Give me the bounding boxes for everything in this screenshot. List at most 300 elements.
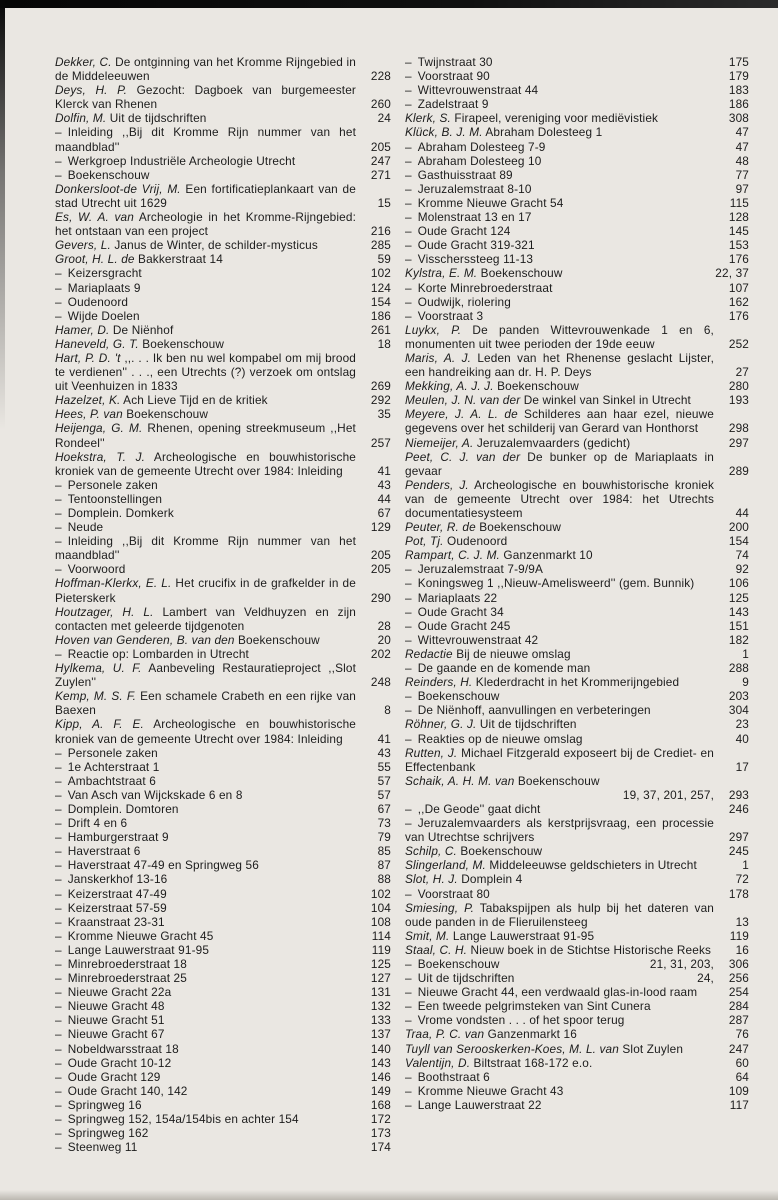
scan-edge-left (0, 0, 5, 430)
entry-text (55, 872, 356, 886)
entry-text (405, 83, 714, 97)
entry-text (405, 943, 714, 957)
entry-title: – Abraham Dolesteeg 10 (405, 153, 542, 168)
entry-text (55, 985, 356, 999)
entry-text (405, 266, 708, 280)
index-entry (405, 746, 749, 774)
entry-page-number: 20 (377, 632, 391, 647)
entry-title: De bunker op de Mariaplaats in gevaar (405, 449, 714, 478)
entry-title: Jeruzalemvaarders (gedicht) (473, 435, 631, 450)
entry-author: Gevers, L. (55, 238, 111, 253)
entry-title: – Personele zaken (55, 477, 158, 492)
entry-page-number: 193 (728, 393, 749, 408)
entry-title: De panden Wittevrouwenkade 1 en 6, monumenten uit twee perioden der 19de eeuw (405, 322, 714, 351)
entry-page-number: 246 (728, 801, 749, 816)
index-entry (55, 534, 391, 562)
index-entry (405, 633, 749, 647)
entry-page-number: 205 (370, 548, 391, 563)
entry-text (405, 717, 714, 731)
entry-page-number: 183 (728, 83, 749, 98)
entry-title: Schilderes aan haar ezel, nieuwe gegevens over het schilderij van Gerard van Honthorst (405, 407, 714, 436)
index-entry (55, 238, 391, 252)
entry-text (55, 760, 356, 774)
entry-title: De ontginning van het Kromme Rijngebied in de Middeleeuwen (55, 55, 356, 84)
entry-title: – Molenstraat 13 en 17 (405, 210, 532, 225)
entry-author: Schilp, C. (405, 844, 457, 859)
index-entry (55, 182, 391, 210)
index-entry (55, 450, 391, 478)
entry-page-number: 97 (735, 181, 749, 196)
entry-page-number: 124 (370, 280, 391, 295)
entry-page-number: 216 (370, 224, 391, 239)
entry-title: – Boekenschouw (405, 957, 500, 971)
entry-title: – De gaande en de komende man (405, 661, 591, 676)
entry-author: Pot, Tj. (405, 534, 444, 549)
entry-page-number: 172 (370, 1112, 391, 1127)
index-entry (405, 111, 749, 125)
index-entry (405, 168, 749, 182)
entry-text (55, 605, 356, 633)
entry-text (405, 210, 714, 224)
entry-text (55, 943, 356, 957)
entry-page-number: 106 (728, 576, 749, 591)
entry-page-number: 22, 37 (715, 266, 749, 281)
index-entry (55, 492, 391, 506)
entry-title: – Domplein. Domkerk (55, 506, 174, 520)
entry-text (405, 971, 714, 985)
entry-title: Leden van het Rhenense geslacht Lijster, een handreiking aan dr. H. P. Deys (405, 350, 715, 380)
index-entry (55, 55, 391, 83)
index-entry (55, 281, 391, 295)
entry-title: – Nobeldwarsstraat 18 (55, 1041, 179, 1056)
entry-title: – Jeruzalemstraat 8-10 (405, 181, 532, 196)
entry-title: Archeologische en bouwhistorische kroniek van de gemeente Utrecht over 1984: Inleiding (55, 717, 357, 746)
entry-page-number: 77 (735, 167, 749, 182)
entry-page-number: 72 (735, 872, 749, 887)
index-entry (405, 1042, 749, 1056)
entry-page-number: 285 (370, 238, 391, 253)
entry-text (405, 436, 714, 450)
index-entry (405, 196, 749, 210)
entry-author: Hoven van Genderen, B. van den (55, 632, 235, 647)
entry-page-number: 57 (377, 787, 391, 802)
index-entry (405, 774, 749, 788)
index-entry (405, 887, 749, 901)
index-entry (55, 125, 391, 153)
entry-title: – De Niënhoff, aanvullingen en verbeteringen (405, 703, 651, 718)
entry-extra-page-refs: 19, 37, 201, 257, (622, 787, 714, 802)
entry-text (55, 182, 356, 210)
entry-title: – Minrebroederstraat 18 (55, 957, 187, 971)
entry-page-number: 297 (728, 830, 749, 845)
index-entry (55, 309, 391, 323)
entry-text (55, 661, 356, 689)
entry-page-number: 18 (377, 336, 391, 351)
index-entry (55, 1126, 391, 1140)
entry-text (405, 1013, 714, 1027)
entry-title: – Janskerkhof 13-16 (55, 872, 168, 887)
entry-title: Archeologische en bouwhistorische kroniek van de gemeente Utrecht over 1984: Inleiding (55, 449, 356, 478)
index-entry (55, 915, 391, 929)
entry-title: Nieuw boek in de Stichtse Historische Reeks (467, 942, 712, 957)
entry-text (55, 1140, 356, 1154)
entry-page-number: 202 (370, 646, 391, 661)
entry-author: Hart, P. D. 't (55, 350, 121, 365)
entry-title: – Voorwoord (55, 562, 126, 577)
entry-page-number: 176 (728, 252, 749, 267)
entry-page-number: 47 (735, 125, 749, 140)
entry-author: Slingerland, M. (405, 858, 486, 873)
index-entry (55, 788, 391, 802)
entry-author: Hoekstra, T. J. (55, 449, 146, 464)
entry-text (55, 210, 356, 238)
entry-page-number: 60 (735, 1055, 749, 1070)
entry-page-number: 168 (370, 1097, 391, 1112)
entry-text (405, 746, 714, 774)
entry-text (405, 788, 714, 802)
entry-title: – Haverstraat 6 (55, 844, 141, 859)
entry-author: Reinders, H. (405, 675, 473, 690)
entry-text (55, 1013, 356, 1027)
entry-text (405, 548, 714, 562)
entry-page-number: 48 (735, 153, 749, 168)
entry-page-number: 162 (728, 294, 749, 309)
entry-text (405, 182, 714, 196)
index-entry (405, 985, 749, 999)
index-entry (55, 844, 391, 858)
entry-author: Röhner, G. J. (405, 717, 477, 732)
entry-page-number: 245 (728, 844, 749, 859)
index-entry (405, 901, 749, 929)
entry-text (405, 605, 714, 619)
entry-page-number: 143 (728, 604, 749, 619)
entry-title: – Uit de tijdschriften (405, 971, 515, 986)
entry-page-number: 154 (370, 294, 391, 309)
entry-title: – Personele zaken (55, 745, 158, 760)
index-entry (405, 844, 749, 858)
entry-page-number: 145 (728, 224, 749, 239)
index-entry (55, 154, 391, 168)
entry-text (405, 619, 714, 633)
entry-page-number: 35 (377, 407, 391, 422)
entry-text (55, 576, 356, 604)
entry-page-number: 290 (370, 590, 391, 605)
entry-author: Kylstra, E. M. (405, 266, 478, 281)
entry-extra-page-refs: 21, 31, 203, (649, 957, 714, 971)
entry-text (405, 774, 714, 788)
entry-text (405, 985, 714, 999)
entry-text (405, 534, 714, 548)
entry-page-number: 186 (728, 97, 749, 112)
entry-page-number: 119 (371, 942, 391, 957)
entry-title: Boekenschouw (514, 773, 600, 788)
entry-title: Een fortificatieplankaart van de stad Utrecht uit 1629 (55, 181, 356, 210)
entry-title: Archeologische en bouwhistorische kroniek van de gemeente Utrecht over 1984: het Utrechts documentatiesysteem (405, 477, 714, 520)
entry-title: Boekenschouw (122, 407, 209, 422)
index-entry (405, 309, 749, 323)
entry-page-number: 125 (370, 957, 391, 971)
index-entry (405, 576, 749, 590)
entry-page-number: 125 (728, 590, 749, 605)
entry-text (55, 295, 356, 309)
entry-text (405, 295, 714, 309)
index-entry (55, 647, 391, 661)
entry-author: Dekker, C. (55, 55, 112, 69)
entry-title: Gezocht: Dagboek van burgemeester Klerck van Rhenen (55, 83, 356, 112)
entry-page-number: 88 (377, 872, 391, 887)
entry-page-number: 287 (728, 1013, 749, 1028)
entry-author: Penders, J. (405, 477, 469, 492)
index-entry (405, 534, 749, 548)
entry-author: Smit, M. (405, 928, 450, 943)
entry-text (405, 1027, 714, 1041)
entry-text (405, 562, 714, 576)
entry-author: Klück, B. J. M. (405, 125, 483, 140)
index-entry (405, 238, 749, 252)
entry-page-number: 55 (377, 759, 391, 774)
entry-page-number: 43 (377, 477, 391, 492)
entry-title: Biltstraat 168-172 e.o. (470, 1055, 593, 1070)
index-entry (405, 999, 749, 1013)
entry-title: – Oude Gracht 124 (405, 224, 511, 239)
index-entry (55, 295, 391, 309)
entry-text (55, 323, 356, 337)
index-entry (405, 717, 749, 731)
entry-page-number: 288 (728, 661, 749, 676)
index-entry (405, 943, 749, 957)
entry-author: Smiesing, P. (405, 900, 474, 915)
entry-page-number: 44 (735, 506, 749, 520)
entry-title: – Reakties op de nieuwe omslag (405, 731, 583, 746)
index-entry (55, 999, 391, 1013)
entry-text (405, 520, 714, 534)
entry-text (405, 591, 714, 605)
entry-title: ,,. . . Ik ben nu wel kompabel om mij brood te verdienen'' . . ., een Utrechts (?) verzoek om ontslag uit Veenhuizen in 1833 (55, 350, 356, 394)
index-entry (55, 337, 391, 351)
entry-page-number: 47 (735, 139, 749, 154)
index-entry (405, 548, 749, 562)
index-entry (405, 1056, 749, 1070)
entry-author: Donkersloot-de Vrij, M. (55, 181, 181, 196)
entry-page-number: 1 (742, 858, 749, 873)
index-entry (55, 971, 391, 985)
index-entry (55, 351, 391, 393)
entry-text (405, 1042, 714, 1056)
entry-text (55, 816, 356, 830)
entry-author: Houtzager, H. L. (55, 604, 154, 619)
index-entry (405, 436, 749, 450)
entry-text (55, 492, 356, 506)
entry-page-number: 59 (377, 252, 391, 267)
entry-title: Janus de Winter, de schilder-mysticus (110, 238, 318, 253)
entry-title: – Wijde Doelen (55, 308, 140, 323)
index-entry (405, 675, 749, 689)
index-entry (405, 393, 749, 407)
entry-page-number: 13 (735, 914, 749, 929)
entry-text (405, 844, 714, 858)
entry-text (55, 168, 356, 182)
entry-title: Boekenschouw (475, 520, 562, 535)
entry-author: Klerk, S. (405, 111, 451, 126)
entry-page-number: 260 (370, 97, 391, 112)
entry-title: Ach Lieve Tijd en de kritiek (120, 393, 268, 408)
entry-text (55, 999, 356, 1013)
index-entry (55, 661, 391, 689)
entry-author: Meyere, J. A. L. de (405, 407, 518, 422)
entry-text (55, 1084, 356, 1098)
entry-text (55, 858, 356, 872)
index-entry (405, 69, 749, 83)
index-entry (405, 591, 749, 605)
entry-text (55, 929, 356, 943)
index-entry (405, 661, 749, 675)
index-entry (55, 830, 391, 844)
entry-extra-page-refs: 24, (697, 971, 714, 986)
entry-page-number: 269 (370, 379, 391, 394)
entry-title: Archeologie in het Kromme-Rijngebied: het ontstaan van een project (55, 210, 356, 239)
entry-page-number: 280 (728, 379, 749, 394)
entry-author: Hylkema, U. F. (55, 661, 142, 676)
entry-author: Valentijn, D. (405, 1055, 471, 1070)
entry-title: Michael Fitzgerald exposeert bij de Crediet- en Effectenbank (405, 745, 714, 774)
entry-text (405, 675, 714, 689)
entry-text (405, 957, 714, 971)
entry-title: – Oude Gracht 10-12 (55, 1055, 172, 1070)
entry-text (405, 252, 714, 266)
entry-title: – Werkgroep Industriële Archeologie Utrecht (55, 153, 296, 168)
entry-text (55, 1070, 356, 1084)
entry-text (55, 830, 356, 844)
index-entry (405, 816, 749, 844)
scan-edge-bottom (0, 1190, 778, 1200)
entry-page-number: 284 (728, 999, 749, 1014)
entry-title: – Mariaplaats 22 (405, 590, 498, 605)
entry-text (405, 407, 714, 435)
entry-text (55, 125, 356, 153)
entry-text (55, 746, 356, 760)
entry-page-number: 27 (735, 365, 749, 380)
index-entry (55, 407, 391, 421)
index-entry (55, 760, 391, 774)
entry-page-number: 293 (728, 787, 749, 802)
index-entry (405, 788, 749, 802)
index-entry (405, 562, 749, 576)
entry-page-number: 64 (735, 1069, 749, 1084)
entry-page-number: 308 (728, 111, 749, 126)
entry-text (405, 168, 714, 182)
index-entry (55, 576, 391, 604)
entry-title: – Steenweg 11 (55, 1140, 138, 1155)
index-entry (405, 281, 749, 295)
entry-text (55, 887, 356, 901)
entry-page-number: 298 (728, 421, 749, 436)
entry-title: – Nieuwe Gracht 22a (55, 985, 172, 1000)
entry-text (405, 309, 714, 323)
entry-title: Ganzenmarkt 10 (499, 548, 593, 563)
index-entry (405, 210, 749, 224)
entry-title: – Oude Gracht 140, 142 (55, 1083, 188, 1098)
index-entry (405, 1013, 749, 1027)
entry-page-number: 79 (377, 830, 391, 845)
entry-text (405, 689, 714, 703)
entry-title: – Domplein. Domtoren (55, 801, 179, 816)
entry-author: Hees, P. van (55, 407, 123, 422)
entry-page-number: 108 (370, 914, 391, 929)
entry-page-number: 117 (729, 1097, 749, 1112)
entry-author: Haneveld, G. T. (55, 336, 139, 351)
entry-author: Redactie (405, 646, 453, 661)
entry-author: Schaik, A. H. M. van (405, 773, 515, 788)
entry-title: – Oudenoord (55, 294, 129, 309)
entry-page-number: 175 (728, 55, 749, 69)
entry-page-number: 297 (728, 435, 749, 450)
entry-text (405, 802, 714, 816)
entry-title: De winkel van Sinkel in Utrecht (520, 393, 691, 408)
entry-title: – Springweg 152, 154a/154bis en achter 154 (55, 1112, 299, 1127)
entry-text (405, 323, 714, 351)
index-entry (405, 182, 749, 196)
entry-page-number: 15 (377, 195, 391, 210)
entry-page-number: 228 (370, 69, 391, 84)
entry-text (405, 999, 714, 1013)
index-entry (405, 929, 749, 943)
index-entry (55, 858, 391, 872)
entry-text (405, 140, 714, 154)
entry-title: – Ambachtstraat 6 (55, 773, 156, 788)
entry-page-number: 306 (728, 957, 749, 971)
entry-author: Luykx, P. (405, 322, 462, 337)
index-entry (55, 1042, 391, 1056)
index-column-right (405, 55, 749, 1154)
entry-title: Middeleeuwse geldschieters in Utrecht (485, 858, 697, 873)
entry-text (405, 69, 714, 83)
entry-text (405, 1098, 714, 1112)
entry-page-number: 1 (742, 646, 749, 661)
entry-title: – Abraham Dolesteeg 7-9 (405, 139, 546, 154)
index-entry (405, 520, 749, 534)
entry-title: De Niënhof (109, 322, 174, 337)
entry-page-number: 102 (370, 266, 391, 281)
index-entry (405, 252, 749, 266)
entry-text (55, 421, 356, 449)
entry-page-number: 254 (728, 985, 749, 1000)
entry-text (405, 393, 714, 407)
entry-page-number: 247 (370, 153, 391, 168)
entry-title: – Reactie op: Lombarden in Utrecht (55, 646, 249, 661)
entry-page-number: 73 (377, 816, 391, 831)
index-entry (55, 252, 391, 266)
index-entry (55, 774, 391, 788)
entry-author: Tuyll van Serooskerken-Koes, M. L. van (405, 1041, 619, 1056)
index-entry (55, 1056, 391, 1070)
entry-page-number: 205 (370, 562, 391, 577)
entry-title: – Zadelstraat 9 (405, 97, 489, 112)
entry-text (55, 915, 356, 929)
index-entry (55, 929, 391, 943)
entry-page-number: 174 (370, 1140, 391, 1155)
entry-text (55, 309, 356, 323)
entry-text (405, 732, 714, 746)
entry-title: Boekenschouw (456, 844, 543, 859)
entry-author: Rutten, J. (405, 745, 458, 760)
index-columns (55, 55, 749, 1154)
entry-text (405, 1056, 714, 1070)
entry-page-number: 178 (728, 886, 749, 901)
entry-text (55, 55, 356, 83)
index-entry (55, 901, 391, 915)
entry-page-number: 129 (370, 520, 391, 535)
index-entry (55, 323, 391, 337)
